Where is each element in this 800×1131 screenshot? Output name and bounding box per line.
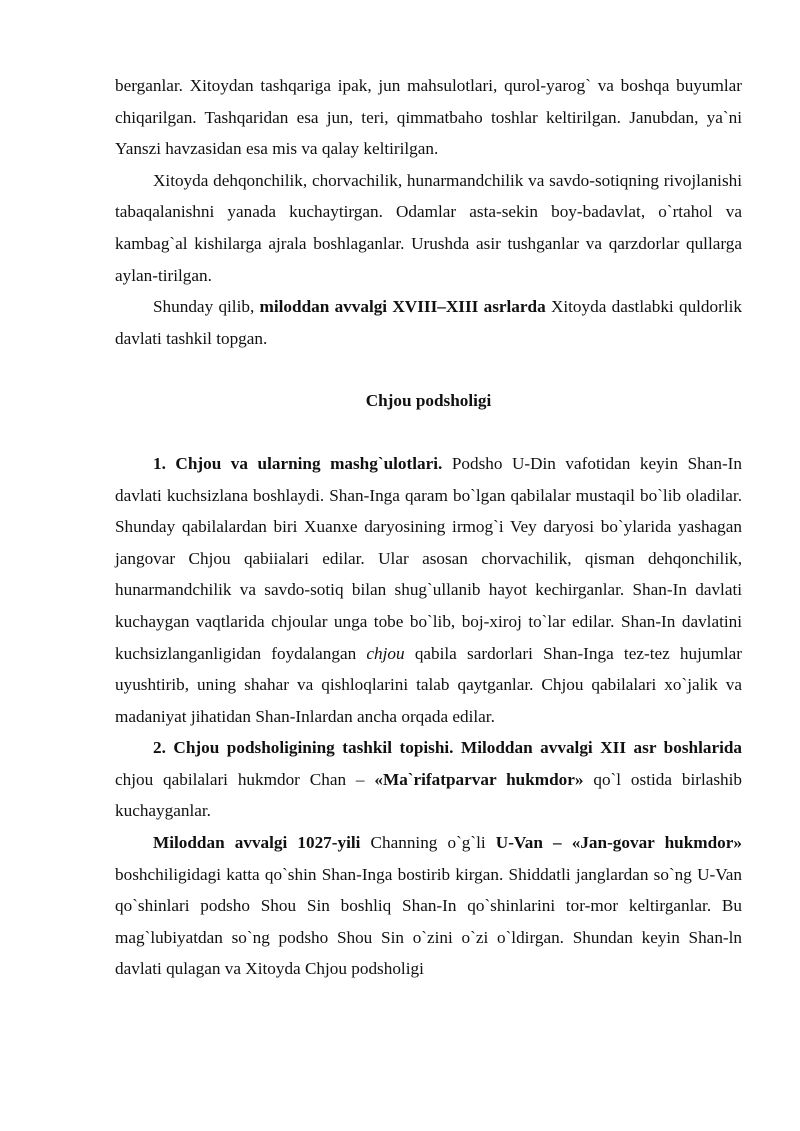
text-run: qabila sardorlari Shan-Inga tez-tez hujumlar uyushtirib, uning shahar va qishloqlarini talab qaytganlar. Chjou qabilalari xo`jalik va madaniyat jihatidan Shan-Inlardan ancha orqada edilar. (115, 643, 742, 726)
bold-year-phrase: Miloddan avvalgi 1027-yili (153, 833, 361, 853)
section-heading: Chjou podsholigi (365, 391, 492, 411)
text-run: Channing o`g`li (360, 833, 496, 853)
paragraph-u-van-campaign (115, 827, 742, 985)
bold-date-phrase: miloddan avvalgi XVIII–XIII asrlarda (259, 297, 546, 317)
paragraph-chjou-formation (115, 732, 742, 827)
text-run: boshchiligidagi katta qo`shin Shan-Inga bostirib kirgan. Shiddatli janglardan so`ng U-Van qo`shinlari podsho Shou Sin boshliq Shan-In qo`shinlarini tor-mor keltirganlar. Bu mag`lubiyatdan so`ng podsho Shou Sin o`zini o`zi o`ldirgan. Shundan keyin Shan-ln davlati qulagan va Xitoyda Chjou podsholigi (115, 864, 742, 979)
bold-ruler-title: «Ma`rifatparvar hukmdor» (374, 769, 584, 789)
subsection-title-1: 1. Chjou va ularning mashg`ulotlari. (153, 453, 443, 473)
paragraph-slavery-state (115, 291, 742, 354)
paragraph-trade: berganlar. Xitoydan tashqariga ipak, jun mahsulotlari, qurol-yarog` va boshqa buyumlar chiqarilgan. Tashqaridan esa jun, teri, qimmatbaho toshlar keltirilgan. Janubdan, ya`ni Yanszi havzasidan esa mis va qalay keltirilgan. (115, 76, 742, 159)
text-run: qo`l ostida birlashib kuchayganlar. (115, 769, 743, 821)
bold-ruler-name: U-Van – «Jan-govar hukmdor» (495, 833, 742, 853)
paragraph-chjou-occupations (115, 448, 742, 732)
text-run: Xitoyda dastlabki quldorlik davlati tashkil topgan. (115, 297, 742, 348)
paragraph-stratification: Xitoyda dehqonchilik, chorvachilik, hunarmandchilik va savdo-sotiqning rivojlanishi tabaqalanishni yanada kuchaytirgan. Odamlar asta-sekin boy-badavlat, o`rtahol va kambag`al kishilarga ajrala boshlaganlar. Urushda asir tushganlar va qarzdorlar qullarga aylan-tirilgan. (115, 170, 742, 285)
italic-term-chjou: chjou (366, 643, 405, 663)
subsection-title-2: 2. Chjou podsholigining tashkil topishi. Miloddan avvalgi XII asr boshlarida (153, 738, 742, 758)
text-run: chjou qabilalari hukmdor Chan – (115, 769, 375, 789)
text-run: Podsho U-Din vafotidan keyin Shan-In davlati kuchsizlana boshlaydi. Shan-Inga qaram bo`lgan qabilalar mustaqil bo`lib oladilar. Shunday qabilalardan biri Xuanxe daryosining irmog`i Vey daryosi bo`ylarida yashagan jangovar Chjou qabiialari edilar. Ular asosan chorvachilik, qisman dehqonchilik, hunarmandchilik va savdo-sotiq bilan shug`ullanib hayot kechirganlar. Shan-In davlati kuchaygan vaqtlarida chjoular unga tobe bo`lib, boj-xiroj to`lar edilar. Shan-In davlatini kuchsizlanganligidan foydalangan (115, 453, 742, 663)
text-run: Shunday qilib, (153, 297, 260, 317)
document-page (115, 70, 742, 985)
